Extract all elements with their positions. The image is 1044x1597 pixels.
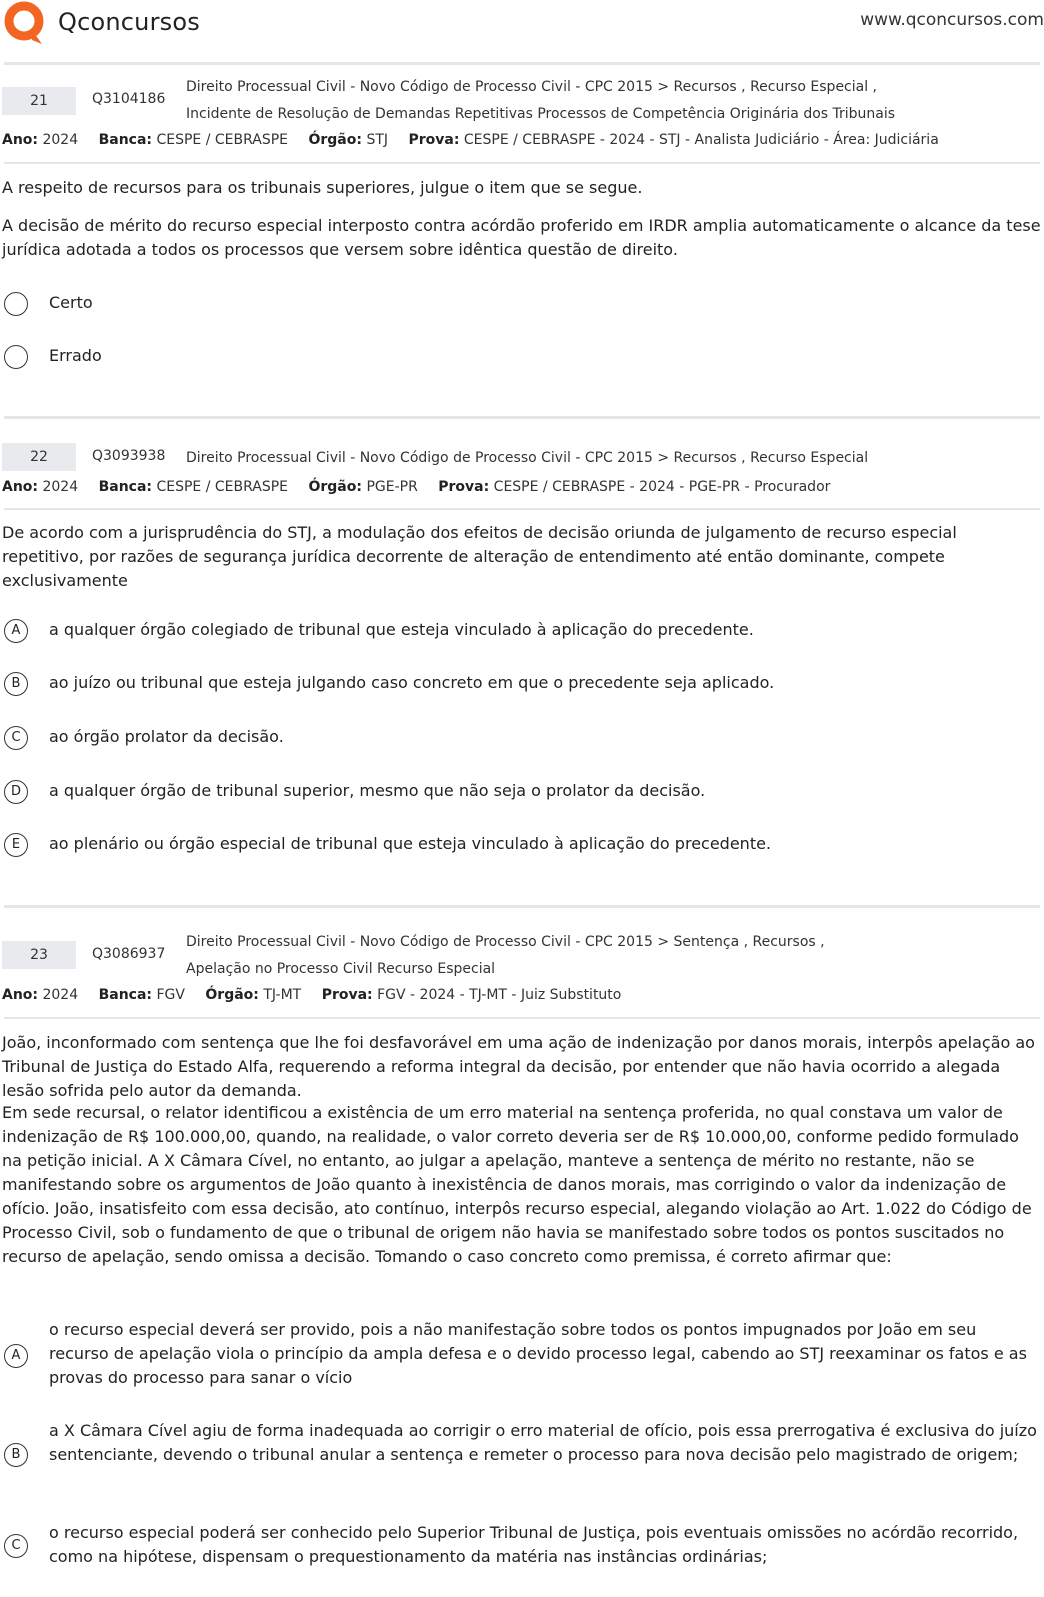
option-text: Certo [49, 293, 93, 312]
option-letter-circle[interactable]: D [4, 780, 28, 804]
meta-label: Banca: [98, 132, 153, 148]
meta-label: Ano: [2, 132, 39, 148]
option-text: a qualquer órgão de tribunal superior, mesmo que não seja o prolator da decisão. [49, 781, 706, 800]
option-letter-circle[interactable]: A [4, 619, 28, 643]
question-number: 21 [2, 87, 76, 115]
option-text: ao juízo ou tribunal que esteja julgando caso concreto em que o precedente seja aplicado. [49, 673, 775, 692]
meta-label: Órgão: [308, 132, 362, 148]
meta-orgao: STJ [366, 132, 389, 148]
page-header [0, 0, 1044, 50]
meta-orgao: PGE-PR [366, 479, 418, 495]
meta-label: Prova: [408, 132, 460, 148]
radio-circle[interactable] [4, 345, 28, 369]
subject-line: Direito Processual Civil - Novo Código de Processo Civil - CPC 2015 > Sentença , Recursos , [186, 934, 825, 950]
question-number: 22 [2, 443, 76, 471]
question-id[interactable]: Q3086937 [92, 946, 166, 962]
question-subject[interactable] [186, 74, 966, 128]
meta-label: Banca: [98, 987, 153, 1003]
question-statement: De acordo com a jurisprudência do STJ, a modulação dos efeitos de decisão oriunda de julgamento de recurso especial repetitivo, por razões de segurança jurídica decorrente de alteração de entendimento até então dominante, compete exclusivamente [2, 523, 957, 590]
divider [4, 1017, 1040, 1019]
subject-line: Direito Processual Civil - Novo Código de Processo Civil - CPC 2015 > Recursos , Recurso Especial , [186, 79, 878, 95]
question-statement: João, inconformado com sentença que lhe foi desfavorável em uma ação de indenização por danos morais, interpôs apelação ao Tribunal de Justiça do Estado Alfa, requerendo a reforma integral da decisão, por entender que não havia ocorrido a alegada lesão sofrida pelo autor da demanda. [2, 1033, 1035, 1100]
qconcursos-logo-icon [2, 0, 48, 46]
meta-label: Ano: [2, 987, 39, 1003]
question-number: 23 [2, 941, 76, 969]
logo-text: Qconcursos [58, 8, 200, 36]
subject-line: Apelação no Processo Civil Recurso Especial [186, 961, 496, 977]
question-statement: Em sede recursal, o relator identificou a existência de um erro material na sentença proferida, no qual constava um valor de indenização de R$ 100.000,00, quando, na realidade, o valor correto deveria ser de R$ 10.000,00, conforme pedido formulado na petição inicial. A X Câmara Cível, no entanto, ao julgar a apelação, manteve a sentença de mérito no restante, não se manifestando sobre os argumentos de João quanto à inexistência de danos morais, mas corrigindo o valor da indenização de ofício. João, insatisfeito com essa decisão, ato contínuo, interpôs recurso especial, alegando violação ao Art. 1.022 do Código de Processo Civil, sob o fundamento de que o tribunal de origem não havia se manifestado sobre todos os pontos suscitados no recurso de apelação, sendo omissa a decisão. Tomando o caso concreto como premissa, é correto afirmar que: [2, 1103, 1032, 1266]
option-letter-circle[interactable]: A [4, 1344, 28, 1368]
divider [4, 416, 1040, 419]
divider [4, 508, 1040, 510]
meta-ano: 2024 [42, 132, 79, 148]
radio-circle[interactable] [4, 292, 28, 316]
meta-banca: FGV [156, 987, 185, 1003]
meta-label: Órgão: [308, 479, 362, 495]
meta-banca: CESPE / CEBRASPE [156, 132, 289, 148]
option-letter-circle[interactable]: E [4, 833, 28, 857]
question-subject[interactable] [186, 445, 966, 472]
divider [4, 905, 1040, 908]
question-statement: A decisão de mérito do recurso especial interposto contra acórdão proferido em IRDR amplia automaticamente o alcance da tese jurídica adotada a todos os processos que versem sobre idêntica questão de direito. [2, 216, 1041, 259]
divider [4, 162, 1040, 164]
meta-label: Ano: [2, 479, 39, 495]
meta-prova: CESPE / CEBRASPE - 2024 - PGE-PR - Procurador [493, 479, 831, 495]
meta-label: Banca: [98, 479, 153, 495]
question-id[interactable]: Q3104186 [92, 91, 166, 107]
question-meta [2, 987, 621, 1003]
meta-prova: CESPE / CEBRASPE - 2024 - STJ - Analista Judiciário - Área: Judiciária [463, 132, 939, 148]
meta-ano: 2024 [42, 987, 79, 1003]
option-text: a qualquer órgão colegiado de tribunal que esteja vinculado à aplicação do precedente. [49, 620, 754, 639]
option-text: a X Câmara Cível agiu de forma inadequada ao corrigir o erro material de ofício, pois essa prerrogativa é exclusiva do juízo sentenciante, devendo o tribunal anular a sentença e remeter o processo para nova decisão pelo magistrado de origem; [49, 1421, 1037, 1464]
question-meta [2, 479, 830, 495]
option-letter-circle[interactable]: C [4, 726, 28, 750]
question-meta [2, 132, 939, 148]
option-text: ao plenário ou órgão especial de tribunal que esteja vinculado à aplicação do precedente. [49, 834, 772, 853]
site-url: www.qconcursos.com [860, 10, 1044, 30]
option-text: o recurso especial deverá ser provido, pois a não manifestação sobre todos os pontos impugnados por João em seu recurso de apelação viola o princípio da ampla defesa e o devido processo legal, cabendo ao STJ reexaminar os fatos e as provas do processo para sanar o vício [49, 1320, 1027, 1387]
meta-label: Órgão: [205, 987, 259, 1003]
option-letter-circle[interactable]: C [4, 1534, 28, 1558]
option-letter-circle[interactable]: B [4, 1443, 28, 1467]
subject-line: Direito Processual Civil - Novo Código de Processo Civil - CPC 2015 > Recursos , Recurso Especial [186, 450, 869, 466]
divider [4, 62, 1040, 65]
meta-prova: FGV - 2024 - TJ-MT - Juiz Substituto [377, 987, 622, 1003]
subject-line: Incidente de Resolução de Demandas Repetitivas Processos de Competência Originária dos Tribunais [186, 106, 896, 122]
meta-banca: CESPE / CEBRASPE [156, 479, 289, 495]
question-intro: A respeito de recursos para os tribunais superiores, julgue o item que se segue. [2, 178, 643, 197]
option-text: o recurso especial poderá ser conhecido pelo Superior Tribunal de Justiça, pois eventuais omissões no acórdão recorrido, como na hipótese, dispensam o prequestionamento da matéria nas instâncias ordinárias; [49, 1523, 1019, 1566]
meta-orgao: TJ-MT [263, 987, 302, 1003]
option-text: ao órgão prolator da decisão. [49, 727, 284, 746]
meta-label: Prova: [321, 987, 373, 1003]
question-id[interactable]: Q3093938 [92, 448, 166, 464]
meta-label: Prova: [438, 479, 490, 495]
meta-ano: 2024 [42, 479, 79, 495]
option-letter-circle[interactable]: B [4, 672, 28, 696]
option-text: Errado [49, 346, 102, 365]
question-subject[interactable] [186, 929, 966, 983]
